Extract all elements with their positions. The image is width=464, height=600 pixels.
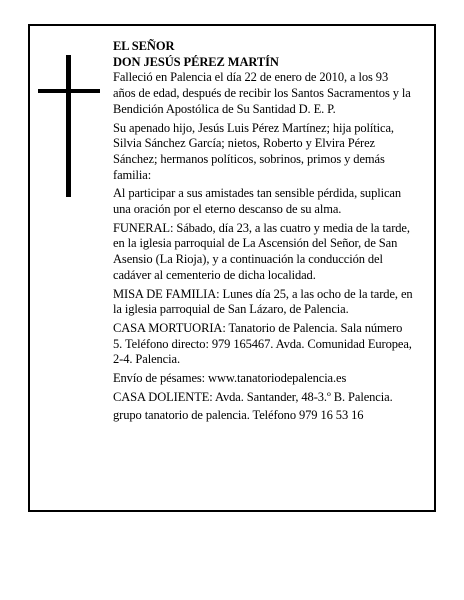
cross-icon (38, 55, 100, 197)
funeral-home-info: CASA MORTUORIA: Tanatorio de Palencia. Sala número 5. Teléfono directo: 979 165467. Avda. Comunidad Europea, 2-4. Palencia. (113, 320, 412, 367)
family-mass-info: MISA DE FAMILIA: Lunes día 25, a las ocho de la tarde, en la iglesia parroquial de San Lázaro, de Palencia. (113, 286, 413, 317)
deceased-name: DON JESÚS PÉREZ MARTÍN (113, 54, 279, 69)
mourning-home-address: CASA DOLIENTE: Avda. Santander, 48-3.º B. Palencia. (113, 389, 393, 404)
funeral-group-phone: grupo tanatorio de palencia. Teléfono 979 16 53 16 (113, 408, 364, 423)
cross-vertical-bar (66, 55, 71, 197)
deceased-heading (113, 39, 413, 70)
prayer-request: Al participar a sus amistades tan sensible pérdida, suplican una oración por el eterno descanso de su alma. (113, 186, 402, 217)
family-list: Su apenado hijo, Jesús Luis Pérez Martínez; hija política, Silvia Sánchez García; nietos, Roberto y Elvira Pérez Sánchez; hermanos políticos, sobrinos, primos y demás familia: (113, 120, 394, 182)
funeral-info: FUNERAL: Sábado, día 23, a las cuatro y media de la tarde, en la iglesia parroquial de La Ascensión del Señor, de San Asensio (La Rioja), y a continuación la conducción del cadáver al cementerio de dicha localidad. (113, 220, 410, 282)
cross-horizontal-bar (38, 89, 100, 93)
title-line-1: EL SEÑOR (113, 39, 175, 53)
obituary-text (113, 39, 413, 427)
condolences-website: Envío de pésames: www.tanatoriodepalencia.es (113, 371, 347, 386)
death-announcement: Falleció en Palencia el día 22 de enero de 2010, a los 93 años de edad, después de recibir los Santos Sacramentos y la Bendición Apostólica de Su Santidad D. E. P. (113, 70, 411, 116)
